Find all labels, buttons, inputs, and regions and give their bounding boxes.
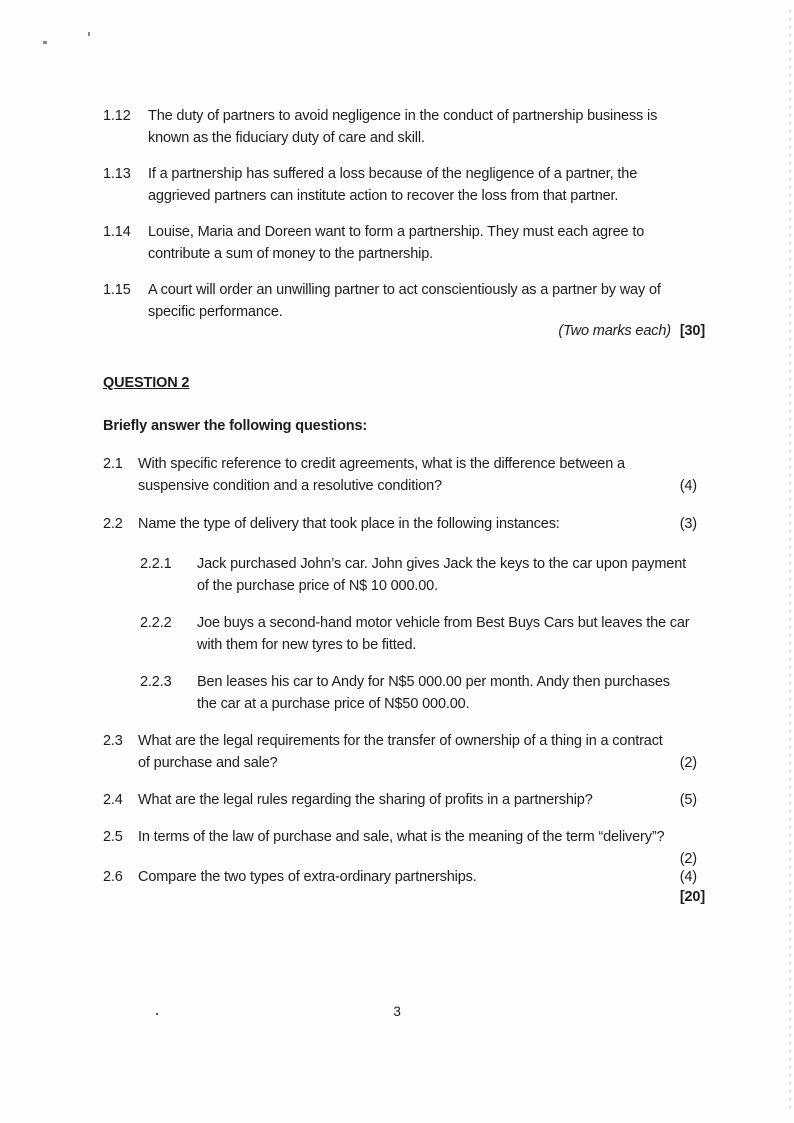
scan-speck bbox=[88, 32, 90, 36]
item-number: 1.13 bbox=[103, 166, 131, 182]
question-item-2-5 bbox=[103, 826, 705, 848]
text-line: Name the type of delivery that took place in the following instances: bbox=[138, 516, 560, 532]
question-item-2-1 bbox=[103, 453, 705, 497]
text-line: of purchase and sale? bbox=[138, 755, 278, 771]
item-number: 2.3 bbox=[103, 733, 123, 749]
question-item-1-13 bbox=[103, 163, 705, 207]
item-number: 2.2.1 bbox=[140, 556, 172, 572]
question-item-2-2-2 bbox=[103, 612, 742, 656]
text-line: A court will order an unwilling partner to act conscientiously as a partner by way of bbox=[148, 282, 661, 298]
item-text bbox=[148, 105, 705, 149]
marks-value: (2) bbox=[679, 851, 697, 867]
text-line: of the purchase price of N$ 10 000.00. bbox=[197, 578, 438, 594]
text-line: the car at a purchase price of N$50 000.00. bbox=[197, 696, 470, 712]
item-text bbox=[197, 671, 742, 715]
item-number: 2.2.2 bbox=[140, 615, 172, 631]
text-line: Jack purchased John’s car. John gives Jack the keys to the car upon payment bbox=[197, 556, 687, 572]
question-item-2-2-3 bbox=[103, 671, 742, 715]
question-item-2-6 bbox=[103, 866, 705, 888]
item-number: 2.5 bbox=[103, 829, 123, 845]
marks-value: (5) bbox=[679, 792, 697, 808]
question2-total-marks: [20] bbox=[679, 889, 705, 905]
item-text bbox=[197, 612, 742, 656]
scan-edge-artifact bbox=[789, 10, 791, 1110]
question-item-1-14 bbox=[103, 221, 705, 265]
scan-speck bbox=[43, 41, 47, 44]
question2-intro: Briefly answer the following questions: bbox=[103, 418, 368, 434]
item-text bbox=[138, 730, 705, 774]
text-line: contribute a sum of money to the partnership. bbox=[148, 246, 434, 262]
question1-marks-line bbox=[103, 320, 705, 342]
item-text bbox=[138, 453, 705, 497]
item-text bbox=[148, 163, 705, 207]
item-text bbox=[138, 789, 705, 811]
marks-value: (4) bbox=[679, 869, 697, 885]
marks-value: (2) bbox=[679, 755, 697, 771]
marks-total: [30] bbox=[679, 323, 705, 339]
marks-value: (3) bbox=[679, 516, 697, 532]
question-item-2-3 bbox=[103, 730, 705, 774]
text-line: suspensive condition and a resolutive condition? bbox=[138, 478, 442, 494]
question-item-2-2-1 bbox=[103, 553, 742, 597]
text-line: If a partnership has suffered a loss because of the negligence of a partner, the bbox=[148, 166, 638, 182]
text-line: aggrieved partners can institute action to recover the loss from that partner. bbox=[148, 188, 619, 204]
question-item-2-4 bbox=[103, 789, 705, 811]
marks-value: (4) bbox=[679, 478, 697, 494]
text-line: specific performance. bbox=[148, 304, 283, 320]
text-line: Ben leases his car to Andy for N$5 000.00 per month. Andy then purchases bbox=[197, 674, 670, 690]
item-text bbox=[148, 221, 705, 265]
question-item-1-12 bbox=[103, 105, 705, 149]
text-line: What are the legal requirements for the transfer of ownership of a thing in a contract bbox=[138, 733, 663, 749]
item-number: 1.14 bbox=[103, 224, 131, 240]
item-text bbox=[197, 553, 742, 597]
question-item-2-2 bbox=[103, 513, 705, 535]
item-text bbox=[138, 866, 705, 888]
item-text bbox=[138, 513, 705, 535]
item-text bbox=[148, 279, 705, 323]
text-line: with them for new tyres to be fitted. bbox=[197, 637, 417, 653]
text-line: With specific reference to credit agreements, what is the difference between a bbox=[138, 456, 625, 472]
item-number: 2.1 bbox=[103, 456, 123, 472]
text-line: What are the legal rules regarding the sharing of profits in a partnership? bbox=[138, 792, 593, 808]
text-line: Louise, Maria and Doreen want to form a partnership. They must each agree to bbox=[148, 224, 645, 240]
item-number: 2.2 bbox=[103, 516, 123, 532]
item-number: 1.15 bbox=[103, 282, 131, 298]
question-item-1-15 bbox=[103, 279, 705, 323]
marks-note: (Two marks each) bbox=[558, 323, 671, 339]
text-line: known as the fiduciary duty of care and skill. bbox=[148, 130, 425, 146]
question2-heading: QUESTION 2 bbox=[103, 375, 190, 391]
item-number: 2.4 bbox=[103, 792, 123, 808]
item-text bbox=[138, 826, 705, 848]
text-line: The duty of partners to avoid negligence in the conduct of partnership business is bbox=[148, 108, 658, 124]
text-line: Compare the two types of extra-ordinary partnerships. bbox=[138, 869, 477, 885]
text-line: Joe buys a second-hand motor vehicle from Best Buys Cars but leaves the car bbox=[197, 615, 690, 631]
item-number: 1.12 bbox=[103, 108, 131, 124]
page-number: 3 bbox=[393, 1004, 401, 1019]
item-number: 2.6 bbox=[103, 869, 123, 885]
text-line: In terms of the law of purchase and sale, what is the meaning of the term “delivery”? bbox=[138, 829, 665, 845]
item-number: 2.2.3 bbox=[140, 674, 172, 690]
